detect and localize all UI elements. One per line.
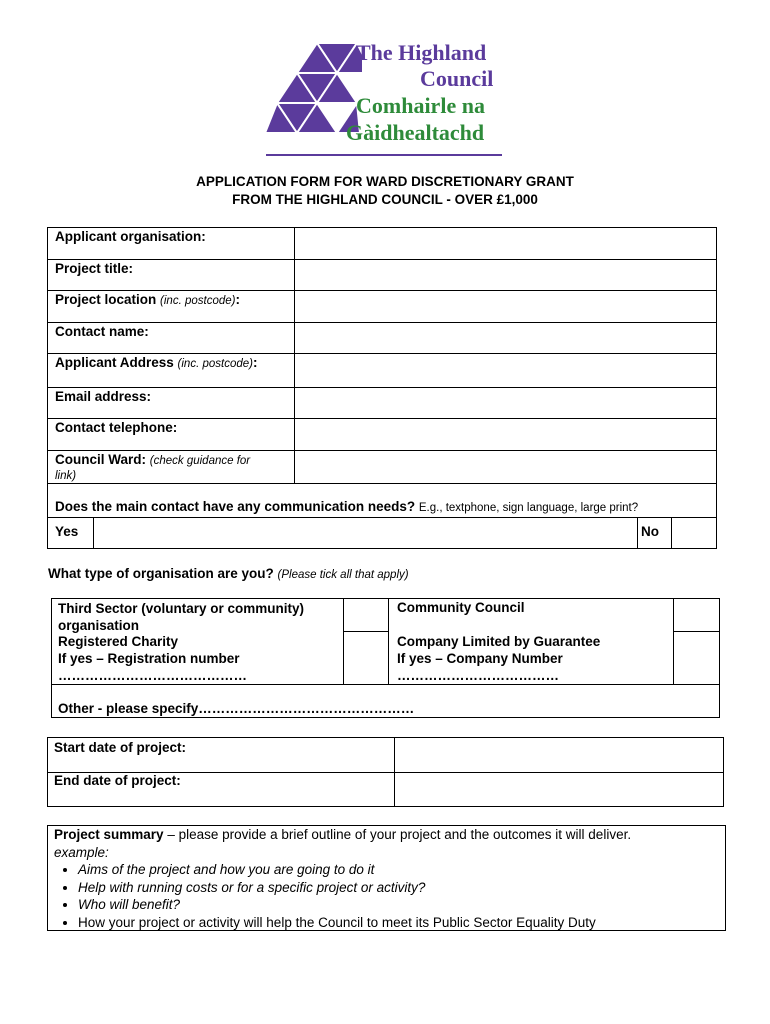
project-title-field[interactable] bbox=[296, 261, 716, 289]
logo-line-2: Council bbox=[420, 66, 494, 91]
applicant-organisation-field[interactable] bbox=[296, 229, 716, 258]
list-item: • Aims of the project and how you are going to do it bbox=[78, 861, 724, 879]
form-title-line-1: APPLICATION FORM FOR WARD DISCRETIONARY GRANT bbox=[196, 174, 574, 189]
project-title-label: Project title: bbox=[55, 261, 134, 276]
contact-name-field[interactable] bbox=[296, 324, 716, 352]
applicant-address-field[interactable] bbox=[296, 355, 716, 386]
project-summary-heading: Project summary bbox=[54, 827, 164, 842]
project-location-field[interactable] bbox=[296, 292, 716, 321]
email-address-field[interactable] bbox=[296, 389, 716, 417]
comms-no-field[interactable] bbox=[673, 519, 715, 547]
logo-line-4: Gàidhealtachd bbox=[346, 120, 485, 145]
registered-charity-label: Registered Charity If yes – Registration number …………………………………… bbox=[58, 634, 247, 683]
logo-line-1: The Highland bbox=[356, 40, 487, 65]
start-date-label: Start date of project: bbox=[54, 740, 187, 755]
company-guarantee-label: Company Limited by Guarantee If yes – Company Number ……………………………… bbox=[397, 634, 601, 683]
summary-bullet-list bbox=[54, 861, 724, 931]
end-date-field[interactable] bbox=[396, 774, 722, 806]
logo-underline bbox=[266, 154, 502, 156]
comms-yes-label: Yes bbox=[55, 524, 79, 539]
form-title-line-2: FROM THE HIGHLAND COUNCIL - OVER £1,000 bbox=[232, 192, 538, 207]
logo-line-3: Comhairle na bbox=[356, 93, 485, 118]
comms-yes-field[interactable] bbox=[95, 519, 635, 547]
community-council-tick[interactable] bbox=[675, 600, 718, 630]
project-location-label: Project location (inc. postcode): bbox=[55, 292, 240, 307]
third-sector-tick[interactable] bbox=[345, 600, 386, 630]
start-date-field[interactable] bbox=[396, 739, 722, 771]
registered-charity-tick[interactable] bbox=[345, 633, 386, 683]
council-ward-field[interactable] bbox=[296, 452, 716, 482]
third-sector-label: Third Sector (voluntary or community) organisation bbox=[58, 601, 305, 633]
email-address-label: Email address: bbox=[55, 389, 152, 404]
communication-needs-question: Does the main contact have any communication needs? E.g., textphone, sign language, large print? bbox=[55, 499, 639, 514]
council-ward-hint-cont: link) bbox=[55, 470, 77, 482]
list-item: • Who will benefit? bbox=[78, 896, 724, 914]
list-item: • Help with running costs or for a specific project or activity? bbox=[78, 879, 724, 897]
applicant-organisation-label: Applicant organisation: bbox=[55, 229, 206, 244]
contact-telephone-field[interactable] bbox=[296, 420, 716, 449]
project-summary-text: Project summary – please provide a brief outline of your project and the outcomes it will deliver. example: • Aims of the project and how you are going to do it • Help with running costs or for a specific project or activity? • Who will benefit? • How your project or activity will help the Council to meet its Public Sector Equality Duty bbox=[54, 826, 724, 931]
contact-telephone-label: Contact telephone: bbox=[55, 420, 178, 435]
example-label: example: bbox=[54, 844, 109, 860]
comms-no-label: No bbox=[641, 524, 659, 539]
applicant-address-label: Applicant Address (inc. postcode): bbox=[55, 355, 258, 370]
contact-name-label: Contact name: bbox=[55, 324, 149, 339]
list-item: • How your project or activity will help the Council to meet its Public Sector Equality Duty bbox=[78, 914, 724, 932]
highland-council-logo bbox=[262, 40, 507, 158]
organisation-type-question: What type of organisation are you? (Please tick all that apply) bbox=[48, 566, 409, 581]
end-date-label: End date of project: bbox=[54, 773, 181, 788]
council-ward-label: Council Ward: (check guidance for bbox=[55, 452, 251, 467]
community-council-label: Community Council bbox=[397, 600, 525, 615]
other-specify-label: Other - please specify………………………………………… bbox=[58, 701, 415, 716]
company-guarantee-tick[interactable] bbox=[675, 633, 718, 683]
